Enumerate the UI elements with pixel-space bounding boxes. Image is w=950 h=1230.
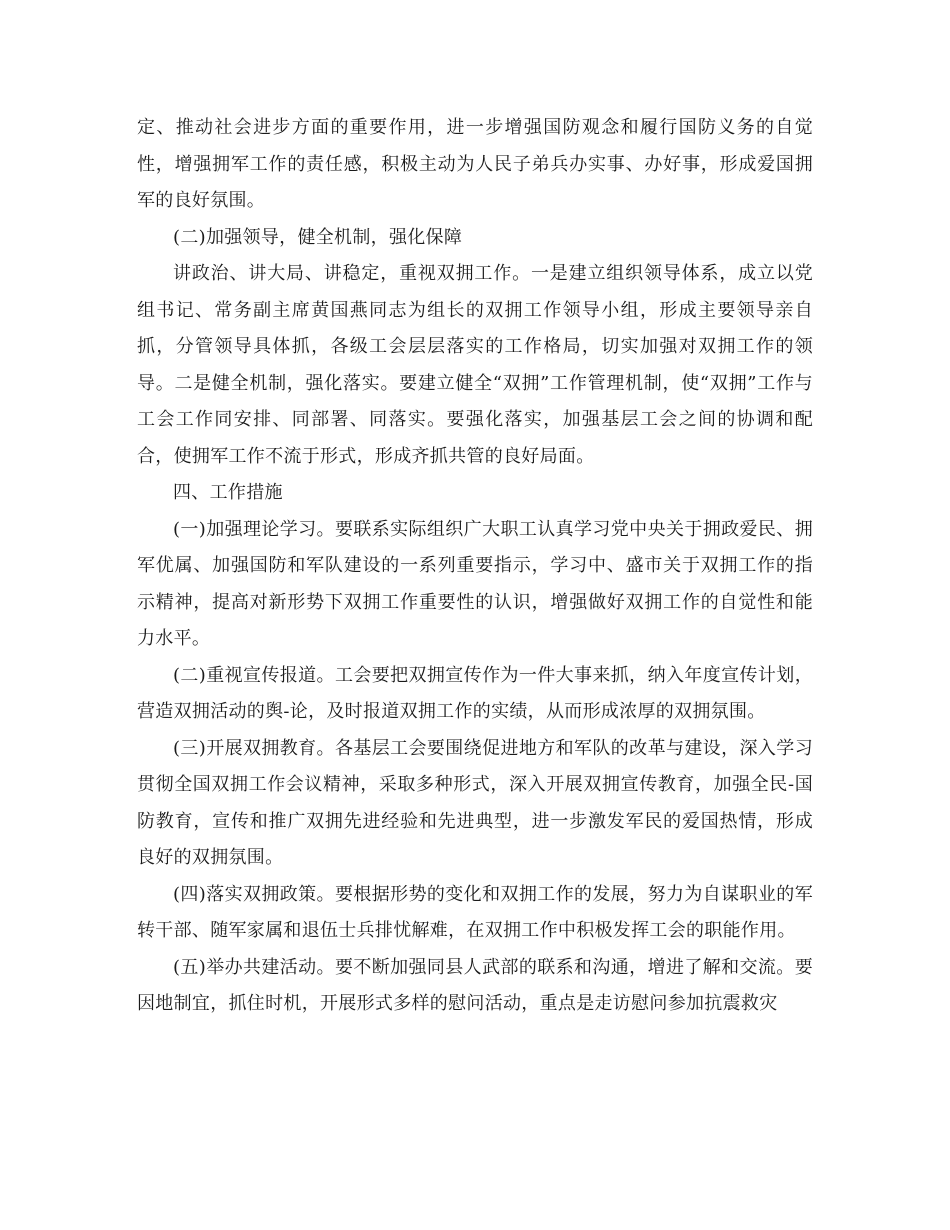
section-heading-2: (二)加强领导，健全机制，强化保障 xyxy=(173,226,463,248)
paragraph-3: 讲政治、讲大局、讲稳定，重视双拥工作。一是建立组织领导体系，成立以党组书记、常务副主席黄国燕同志为组长的双拥工作领导小组，形成主要领导亲自抓，分管领导具体抓，各级工会层层落实的工作格局，切实加强对双拥工作的领导。二是健全机制，强化落实。要建立健全“双拥”工作管理机制，使“双拥”工作与工会工作同安排、同部署、同落实。要强化落实，加强基层工会之间的协调和配合，使拥军工作不流于形式，形成齐抓共管的良好局面。 xyxy=(137,263,813,467)
paragraph-5: (一)加强理论学习。要联系实际组织广大职工认真学习党中央关于拥政爱民、拥军优属、加强国防和军队建设的一系列重要指示，学习中、盛市关于双拥工作的指示精神，提高对新形势下双拥工作重要性的认识，增强做好双拥工作的自觉性和能力水平。 xyxy=(137,518,813,649)
paragraph-7: (三)开展双拥教育。各基层工会要围绕促进地方和军队的改革与建设，深入学习贯彻全国双拥工作会议精神，采取多种形式，深入开展双拥宣传教育，加强全民-国防教育，宣传和推广双拥先进经验和先进典型，进一步激发军民的爱国热情，形成良好的双拥氛围。 xyxy=(137,737,813,868)
paragraph-6: (二)重视宣传报道。工会要把双拥宣传作为一件大事来抓，纳入年度宣传计划，营造双拥活动的舆-论，及时报道双拥工作的实绩，从而形成浓厚的双拥氛围。 xyxy=(137,664,813,722)
paragraph-8: (四)落实双拥政策。要根据形势的变化和双拥工作的发展，努力为自谋职业的军转干部、随军家属和退伍士兵排忧解难，在双拥工作中积极发挥工会的职能作用。 xyxy=(137,883,813,941)
paragraph-1: 定、推动社会进步方面的重要作用，进一步增强国防观念和履行国防义务的自觉性，增强拥军工作的责任感，积极主动为人民子弟兵办实事、办好事，形成爱国拥军的良好氛围。 xyxy=(137,117,813,211)
paragraph-9: (五)举办共建活动。要不断加强同县人武部的联系和沟通，增进了解和交流。要因地制宜，抓住时机，开展形式多样的慰问活动，重点是走访慰问参加抗震救灾 xyxy=(137,956,813,1014)
section-heading-4: 四、工作措施 xyxy=(173,482,283,503)
document-body xyxy=(137,110,813,1023)
